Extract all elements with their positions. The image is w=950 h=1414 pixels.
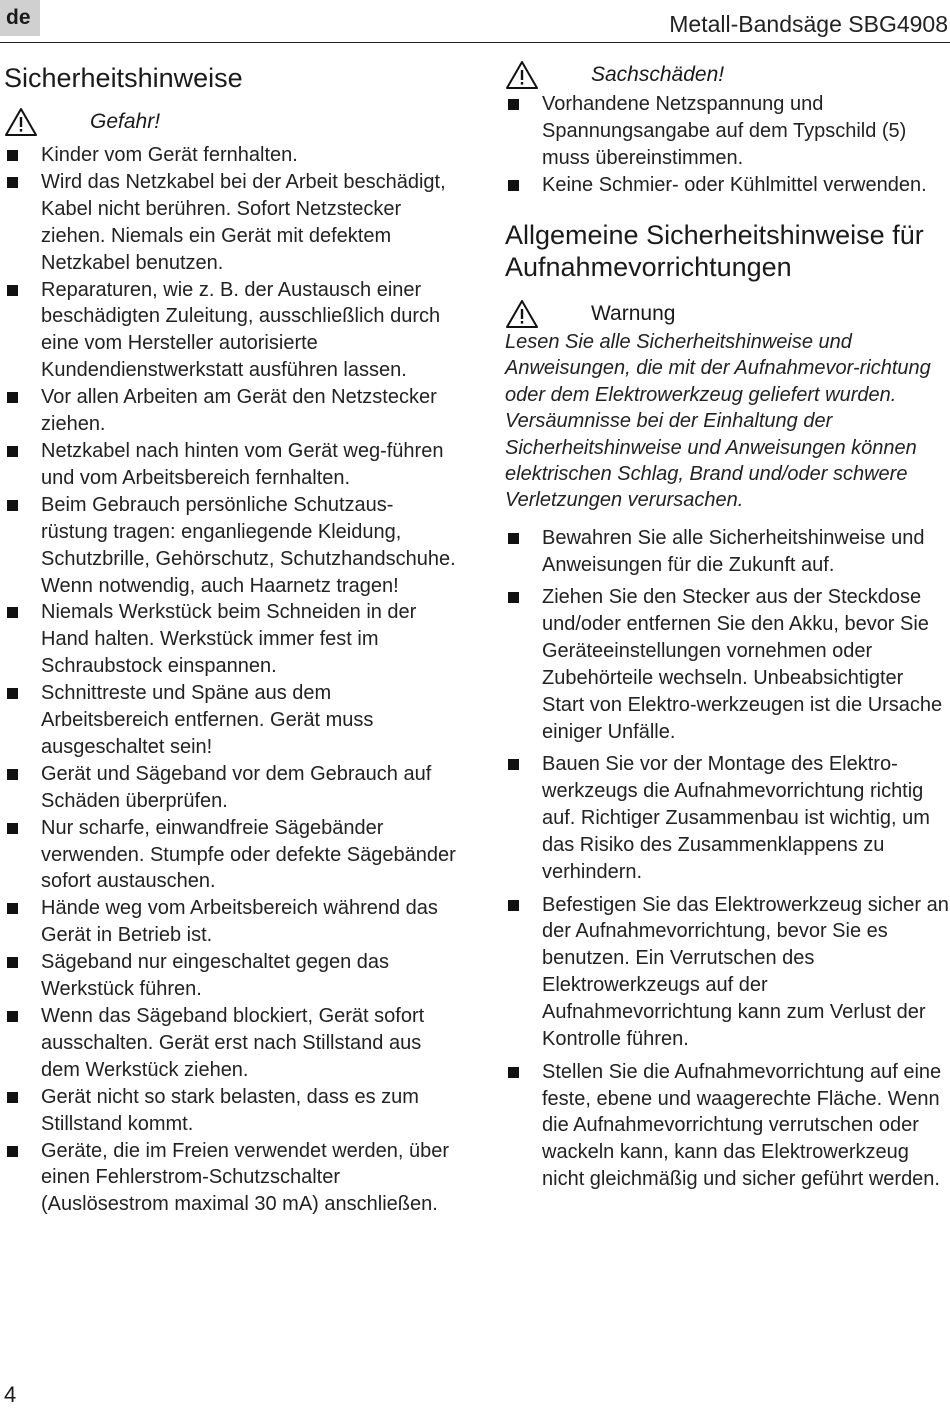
- list-item: Stellen Sie die Aufnahmevorrichtung auf eine feste, ebene und waagerechte Fläche. Wenn die Aufnahmevorrichtung verrutschen oder wackeln kann, kann das Elektrowerkzeug nicht gleichmäßig und sicher geführt werden.: [505, 1059, 950, 1194]
- danger-warning: [4, 104, 160, 140]
- list-item: Ziehen Sie den Stecker aus der Steckdose und/oder entfernen Sie den Akku, bevor Sie Geräteeinstellungen vornehmen oder Zubehörteile wechseln. Unbeabsichtigter Start von Elektro-werkzeugen ist die Ursache einiger Unfälle.: [505, 584, 950, 745]
- list-item: Schnittreste und Späne aus dem Arbeitsbereich entfernen. Gerät muss ausgeschaltet sein!: [4, 680, 456, 761]
- property-damage-list: [505, 91, 950, 199]
- language-tab: de: [0, 0, 40, 36]
- list-item: Bewahren Sie alle Sicherheitshinweise und Anweisungen für die Zukunft auf.: [505, 525, 950, 579]
- general-warning: [505, 296, 675, 332]
- list-item: Wird das Netzkabel bei der Arbeit beschädigt, Kabel nicht berühren. Sofort Netzstecker ziehen. Niemals ein Gerät mit defektem Netzkabel benutzen.: [4, 169, 456, 277]
- list-item: Beim Gebrauch persönliche Schutzaus-rüstung tragen: enganliegende Kleidung, Schutzbrille, Gehörschutz, Schutzhandschuhe. Wenn notwendig, auch Haarnetz tragen!: [4, 492, 456, 600]
- warning-triangle-icon: [505, 60, 539, 90]
- list-item: Keine Schmier- oder Kühlmittel verwenden.: [505, 172, 950, 199]
- list-item: Nur scharfe, einwandfreie Sägebänder verwenden. Stumpfe oder defekte Sägebänder sofort austauschen.: [4, 815, 456, 896]
- property-damage-label: Sachschäden!: [591, 63, 725, 86]
- list-item: Wenn das Sägeband blockiert, Gerät sofort ausschalten. Gerät erst nach Stillstand aus dem Werkstück ziehen.: [4, 1003, 456, 1084]
- list-item: Sägeband nur eingeschaltet gegen das Werkstück führen.: [4, 949, 456, 1003]
- section-title-safety: Sicherheitshinweise: [4, 63, 243, 93]
- list-item: Vor allen Arbeiten am Gerät den Netzstecker ziehen.: [4, 384, 456, 438]
- warning-label: Warnung: [591, 302, 676, 325]
- document-title: Metall-Bandsäge SBG4908: [669, 11, 948, 37]
- property-damage-warning: [505, 57, 724, 93]
- list-item: Reparaturen, wie z. B. der Austausch einer beschädigten Zuleitung, ausschließlich durch eine vom Hersteller autorisierte Kundendienstwerkstatt ausführen lassen.: [4, 277, 456, 385]
- intro-paragraph: Lesen Sie alle Sicherheitshinweise und Anweisungen, die mit der Aufnahmevor-richtung oder dem Elektrowerkzeug geliefert wurden. Versäumnisse bei der Einhaltung der Sicherheitshinweise und Anweisungen können elektrischen Schlag, Brand und/oder schwere Verletzungen verursachen.: [505, 331, 931, 512]
- list-item: Geräte, die im Freien verwendet werden, über einen Fehlerstrom-Schutzschalter (Auslösestrom maximal 30 mA) anschließen.: [4, 1138, 456, 1219]
- danger-label: Gefahr!: [90, 110, 161, 133]
- list-item: Vorhandene Netzspannung und Spannungsangabe auf dem Typschild (5) muss übereinstimmen.: [505, 91, 950, 172]
- list-item: Bauen Sie vor der Montage des Elektro-werkzeugs die Aufnahmevorrichtung richtig auf. Richtiger Zusammenbau ist wichtig, um das Risiko des Zusammenklappens zu verhindern.: [505, 751, 950, 886]
- warning-triangle-icon: [4, 107, 38, 137]
- page-number: 4: [4, 1382, 17, 1407]
- list-item: Hände weg vom Arbeitsbereich während das Gerät in Betrieb ist.: [4, 895, 456, 949]
- list-item: Niemals Werkstück beim Schneiden in der Hand halten. Werkstück immer fest im Schraubstock einspannen.: [4, 599, 456, 680]
- danger-list: [4, 142, 456, 1218]
- list-item: Kinder vom Gerät fernhalten.: [4, 142, 456, 169]
- fixture-list: [505, 525, 950, 1199]
- warning-triangle-icon: [505, 299, 539, 329]
- list-item: Netzkabel nach hinten vom Gerät weg-führen und vom Arbeitsbereich fernhalten.: [4, 438, 456, 492]
- list-item: Gerät nicht so stark belasten, dass es zum Stillstand kommt.: [4, 1084, 456, 1138]
- section-title-fixtures: Allgemeine Sicherheitshinweise für Aufnahmevorrichtungen: [505, 220, 924, 282]
- list-item: Gerät und Sägeband vor dem Gebrauch auf Schäden überprüfen.: [4, 761, 456, 815]
- list-item: Befestigen Sie das Elektrowerkzeug sicher an der Aufnahmevorrichtung, bevor Sie es benutzen. Ein Verrutschen des Elektrowerkzeugs auf der Aufnahmevorrichtung kann zum Verlust der Kontrolle führen.: [505, 892, 950, 1053]
- header-rule: [0, 42, 950, 43]
